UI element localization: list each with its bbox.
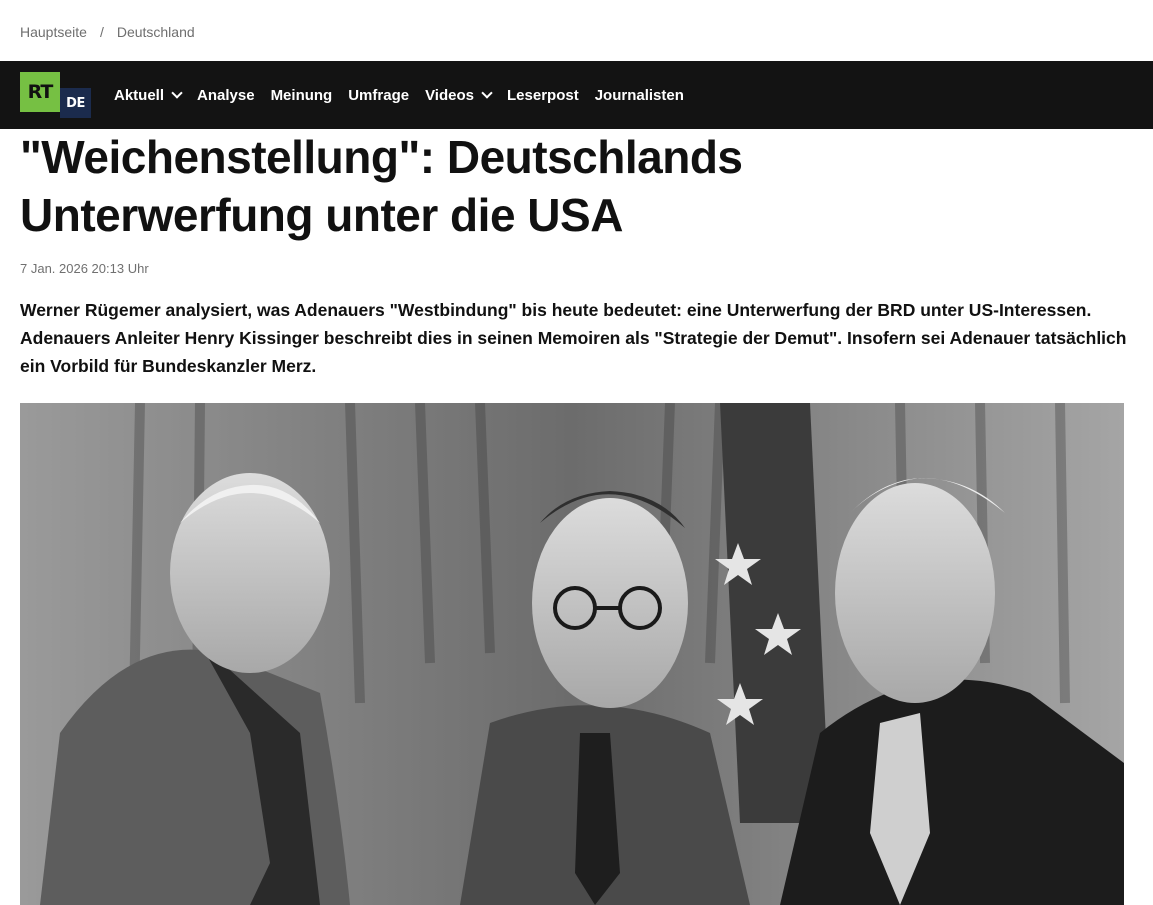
article-title	[20, 128, 1120, 244]
nav-item-analyse[interactable]	[197, 87, 255, 104]
article-photo-image	[20, 403, 1124, 905]
nav-item-label: Meinung	[270, 86, 333, 104]
nav-menu	[114, 61, 700, 129]
nav-item-label: Analyse	[197, 86, 255, 104]
article-lead: Werner Rügemer analysiert, was Adenauers "Westbindung" bis heute bedeutet: eine Unterwerfung der BRD unter US-Interessen. Adenauers Anleiter Henry Kissinger beschreibt dies in seinen Memoiren als "Strategie der Demut". Insofern sei Adenauer tatsächlich ein Vorbild für Bundeskanzler Merz.	[20, 300, 1127, 376]
nav-item-label: Videos	[425, 86, 474, 104]
nav-item-label: Leserpost	[507, 86, 579, 104]
article-title-line-2: Unterwerfung unter die USA	[20, 189, 623, 241]
breadcrumb	[20, 22, 195, 42]
nav-item-label: Aktuell	[114, 86, 165, 104]
breadcrumb-current-link[interactable]: Deutschland	[116, 24, 195, 40]
nav-item-leserpost[interactable]	[507, 87, 579, 104]
nav-item-label: Umfrage	[348, 86, 410, 104]
chevron-down-icon	[171, 87, 182, 98]
article-date: 7 Jan. 2026 20:13 Uhr	[20, 261, 149, 276]
logo-de: DE	[60, 88, 91, 118]
nav-item-label: Journalisten	[594, 86, 684, 104]
article-photo	[20, 403, 1124, 905]
article-title-line-1: "Weichenstellung": Deutschlands	[20, 131, 743, 183]
nav-item-meinung[interactable]	[271, 87, 333, 104]
nav-item-journalisten[interactable]	[595, 87, 684, 104]
breadcrumb-separator: /	[99, 24, 104, 40]
main-navbar	[0, 61, 1153, 129]
logo-rt: RT	[20, 72, 60, 112]
breadcrumb-home-link[interactable]: Hauptseite	[20, 24, 87, 40]
nav-item-umfrage[interactable]	[348, 87, 409, 104]
chevron-down-icon	[481, 87, 492, 98]
nav-item-aktuell[interactable]	[114, 87, 181, 104]
rt-de-logo[interactable]	[20, 72, 91, 118]
nav-item-videos[interactable]	[425, 87, 491, 104]
